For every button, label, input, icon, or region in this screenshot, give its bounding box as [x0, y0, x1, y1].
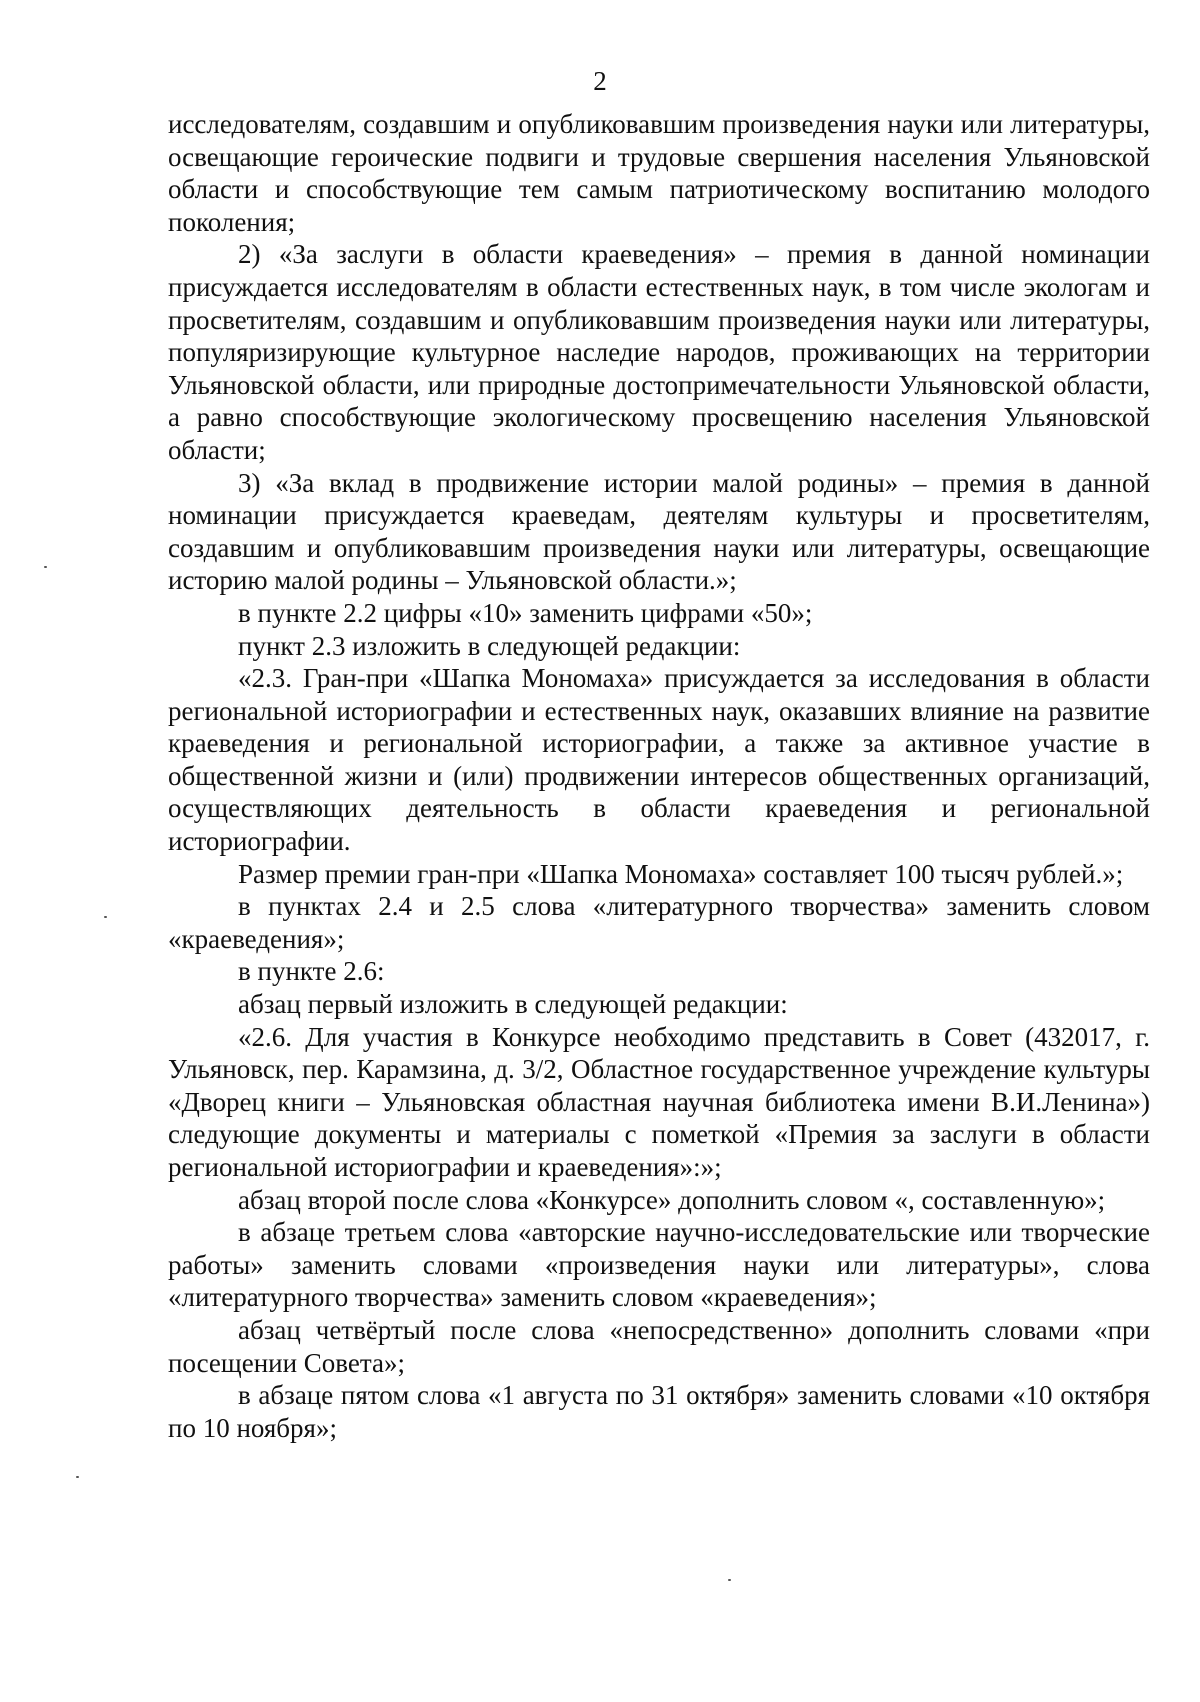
scan-speck [76, 1476, 79, 1478]
paragraph-item-2: 2) «За заслуги в области краеведения» – премия в данной номинации присуждается исследователям в области естественных наук, в том числе экологам и просветителям, создавшим и опубликовавшим произведения науки или литературы, популяризирующие культурное наследие народов, проживающих на территории Ульяновской области, или природные достопримечательности Ульяновской области, а равно способствующие экологическому просвещению населения Ульяновской области; [168, 239, 1150, 465]
paragraph-point-2-6: в пункте 2.6: [238, 956, 385, 987]
paragraph-point-2-2: в пункте 2.2 цифры «10» заменить цифрами «50»; [238, 597, 813, 628]
paragraph-point-2-3-text: «2.3. Гран-при «Шапка Мономаха» присуждается за исследования в области региональной историографии и естественных наук, оказавших влияние на развитие краеведения и региональной историографии, а также за активное участие в общественной жизни и (или) продвижении интересов общественных организаций, осуществляющих деятельность в области краеведения и региональной историографии. [168, 663, 1150, 857]
paragraph-continuation: исследователям, создавшим и опубликовавшим произведения науки или литературы, освещающие героические подвиги и трудовые свершения населения Ульяновской области и способствующие тем самым патриотическому воспитанию молодого поколения; [168, 109, 1150, 237]
paragraph-item-3: 3) «За вклад в продвижение истории малой родины» – премия в данной номинации присуждается краеведам, деятелям культуры и просветителям, создавшим и опубликовавшим произведения науки или литературы, освещающие историю малой родины – Ульяновской области.»; [168, 467, 1150, 596]
paragraph-fifth-abzac: в абзаце пятом слова «1 августа по 31 октября» заменить словами «10 октября по 10 ноября»; [168, 1380, 1150, 1443]
paragraph-prize-amount: Размер премии гран-при «Шапка Мономаха» составляет 100 тысяч рублей.»; [238, 858, 1124, 889]
scan-speck [728, 1579, 731, 1581]
paragraph-first-abzac: абзац первый изложить в следующей редакции: [238, 989, 788, 1020]
paragraph-third-abzac: в абзаце третьем слова «авторские научно-исследовательские или творческие работы» заменить словами «произведения науки или литературы», слова «литературного творчества» заменить словом «краеведения»; [168, 1217, 1150, 1313]
paragraph-fourth-abzac: абзац четвёртый после слова «непосредственно» дополнить словами «при посещении Совета»; [168, 1314, 1150, 1378]
paragraph-point-2-3-intro: пункт 2.3 изложить в следующей редакции: [238, 630, 741, 661]
paragraph-point-2-6-text: «2.6. Для участия в Конкурсе необходимо представить в Совет (432017, г. Ульяновск, пер. Карамзина, д. 3/2, Областное государственное учреждение культуры «Дворец книги – Ульяновская областная научная библиотека имени В.И.Ленина») следующие документы и материалы с пометкой «Премия за заслуги в области региональной историографии и краеведения»:»; [168, 1021, 1150, 1182]
paragraph-second-abzac: абзац второй после слова «Конкурсе» дополнить словом «, составленную»; [238, 1184, 1106, 1215]
scan-speck [104, 916, 107, 918]
scan-speck [44, 566, 47, 568]
paragraph-points-2-4-2-5: в пунктах 2.4 и 2.5 слова «литературного творчества» заменить словом «краеведения»; [168, 891, 1150, 954]
document-body [168, 108, 1150, 1444]
page-number: 2 [593, 66, 607, 96]
